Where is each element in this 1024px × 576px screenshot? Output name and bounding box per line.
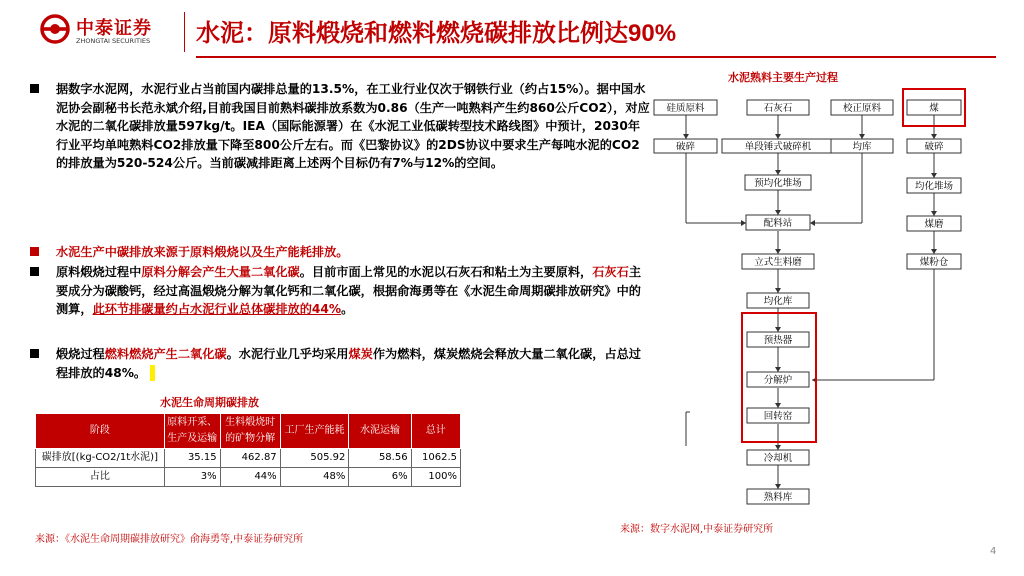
flow-source-1-label: 石灰石 bbox=[763, 103, 793, 114]
flow-step-2-label: 均库 bbox=[852, 141, 872, 153]
page-number: 4 bbox=[990, 546, 997, 557]
logo-english-name: ZHONGTAI SECURITIES bbox=[76, 37, 151, 45]
flow-process-4-label: 预热器 bbox=[763, 335, 793, 346]
table-cell: 碳排放[(kg-CO2/1t水泥)] bbox=[36, 449, 165, 468]
bullet-carbon-share: 据数字水泥网，水泥行业占当前国内碳排总量的13.5%，在工业行业仅次于钢铁行业（约占15%）。据中国水泥协会副秘书长范永斌介绍,目前我国目前熟料碳排放系数为0.86（生产一吨熟料产生约860公斤CO2），对应水泥的二氧化碳排放量597kg/t。IEA（国际能源署）在《水泥工业低碳转型技术路线图》中预计，2030年行业平均单吨熟料CO2排放量下降至800公斤左右。而《巴黎协议》的2DS协议中要求生产每吨水泥的CO2的排放量为520-524公斤。当前碳减排距离上述两个目标仍有7%与12%的空间。 bbox=[30, 80, 650, 173]
table-header: 工厂生产能耗 bbox=[280, 414, 349, 449]
logo-name: 中泰证券 bbox=[76, 18, 152, 39]
table-cell: 1062.5 bbox=[411, 449, 460, 468]
table-cell: 48% bbox=[280, 468, 349, 487]
flow-coal-1-label: 煤磨 bbox=[924, 219, 944, 230]
bullet-fuel-combustion: 煅烧过程燃料燃烧产生二氧化碳。水泥行业几乎均采用煤炭作为燃料，煤炭燃烧会释放大量二氧化碳，占总过程排放的48%。 bbox=[30, 345, 650, 382]
table-cell: 3% bbox=[164, 468, 220, 487]
flow-source-2-label: 校正原料 bbox=[842, 103, 882, 114]
flow-coal-0-label: 均化堆场 bbox=[914, 181, 954, 192]
flow-process-0-label: 预均化堆场 bbox=[754, 178, 802, 189]
table-cell: 505.92 bbox=[280, 449, 349, 468]
flow-source-0-label: 硅质原料 bbox=[666, 103, 705, 114]
bullet-raw-calcination: 原料煅烧过程中原料分解会产生大量二氧化碳。目前市面上常见的水泥以石灰石和粘土为主要原料，石灰石主要成分为碳酸钙，经过高温煅烧分解为氧化钙和二氧化碳，根据俞海勇等在《水泥生命周期碳排放研究》中的测算，此环节排碳量约占水泥行业总体碳排放的44%。 bbox=[30, 263, 650, 319]
table-cell: 100% bbox=[411, 468, 460, 487]
table-cell: 462.87 bbox=[220, 449, 280, 468]
table-caption: 水泥生命周期碳排放 bbox=[160, 396, 259, 409]
flow-process-7-label: 冷却机 bbox=[763, 453, 793, 464]
flow-step-1-label: 单段锤式破碎机 bbox=[744, 141, 812, 153]
table-header: 原料开采、生产及运输 bbox=[164, 414, 220, 449]
table-header: 总计 bbox=[411, 414, 460, 449]
flowchart-title: 水泥熟料主要生产过程 bbox=[728, 71, 838, 84]
table-header: 水泥运输 bbox=[349, 414, 411, 449]
flow-process-6-label: 回转窑 bbox=[763, 411, 793, 422]
flow-step-0-label: 破碎 bbox=[675, 141, 696, 153]
flow-coal-2-label: 煤粉仓 bbox=[919, 257, 949, 268]
flowchart-source: 来源：数字水泥网,中泰证券研究所 bbox=[620, 524, 774, 535]
table-cell: 44% bbox=[220, 468, 280, 487]
bullet-emission-source: 水泥生产中碳排放来源于原料煅烧以及生产能耗排放。 bbox=[30, 243, 650, 262]
page-title: 水泥：原料煅烧和燃料燃烧碳排放比例达90% bbox=[196, 18, 677, 47]
flow-process-1-label: 配料站 bbox=[763, 218, 793, 229]
table-cell: 35.15 bbox=[164, 449, 220, 468]
table-cell: 58.56 bbox=[349, 449, 411, 468]
table-cell: 占比 bbox=[36, 468, 165, 487]
table-header: 生料煅烧时的矿物分解 bbox=[220, 414, 280, 449]
flow-process-5-label: 分解炉 bbox=[763, 375, 793, 386]
table-header: 阶段 bbox=[36, 414, 165, 449]
flow-step-3-label: 破碎 bbox=[924, 141, 944, 153]
flow-source-3-label: 煤 bbox=[929, 103, 939, 114]
flow-process-3-label: 均化库 bbox=[763, 296, 793, 307]
flow-process-8-label: 熟料库 bbox=[763, 492, 793, 503]
flow-process-2-label: 立式生料磨 bbox=[754, 257, 802, 268]
table-source: 来源：《水泥生命周期碳排放研究》俞海勇等,中泰证券研究所 bbox=[35, 534, 304, 545]
table-cell: 6% bbox=[349, 468, 411, 487]
